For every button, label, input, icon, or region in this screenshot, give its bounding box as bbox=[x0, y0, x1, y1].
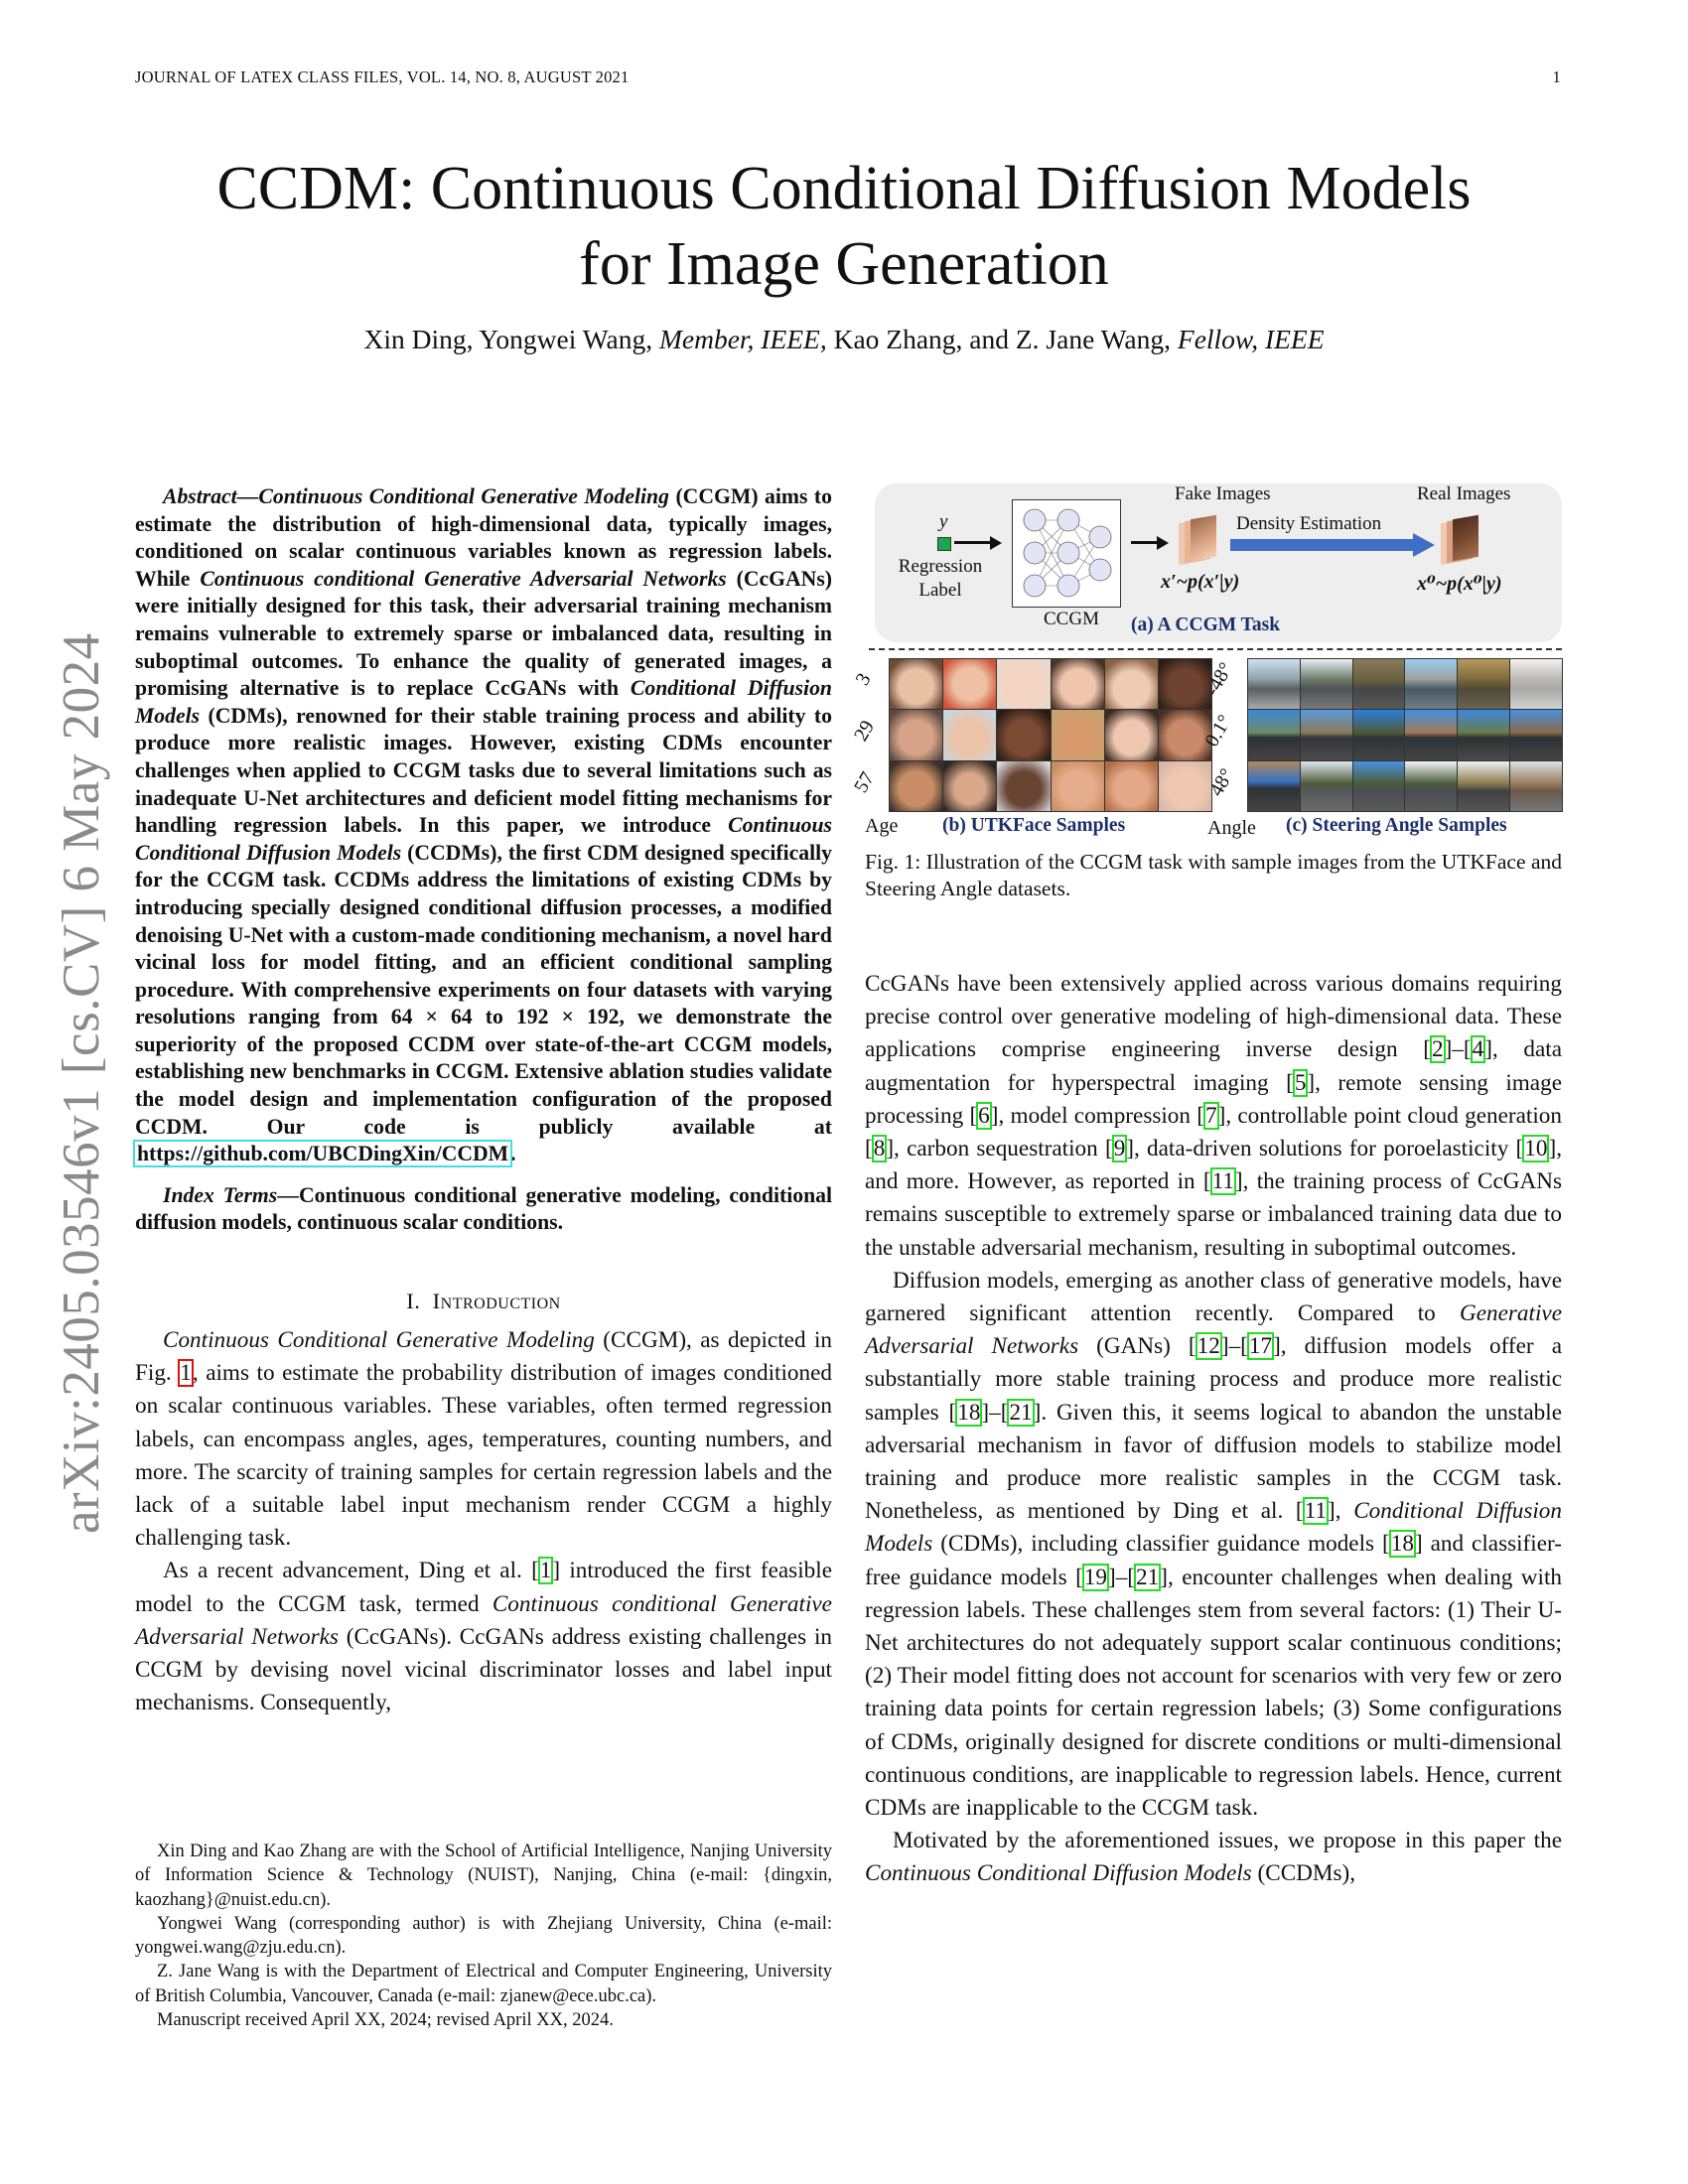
footnote-affiliation-3: Z. Jane Wang is with the Department of Electrical and Computer Engineering, University of British Columbia, Vancouver, Canada (e-mail: zjanew@ece.ubc.ca). bbox=[135, 1962, 832, 2006]
citation-link[interactable]: 11 bbox=[1304, 1498, 1327, 1525]
text: ], the training process of CcGANs remains susceptible to extremely sparse or imbalanced training data due to the unstable adversarial mechanism, resulting in suboptimal outcomes. bbox=[865, 1168, 1563, 1261]
face-thumbnail bbox=[943, 659, 996, 709]
panel-b-caption: (b) UTKFace Samples bbox=[942, 815, 1126, 836]
text: CcGANs have been extensively applied across various domains requiring precise control over generative modeling of high-dimensional data. These applications comprise engineering inverse design [ bbox=[865, 971, 1562, 1063]
text: ], encounter challenges when dealing with regression labels. These challenges stem from several factors: (1) Their U-Net architectures do not adequately support scalar continuous conditions; (2) Their model fitting does not account for scenarios with very few or zero training data points for certain regression labels; (3) Some configurations of CDMs, originally designed for discrete conditions or multi-dimensional continuous conditions, are inapplicable to regression labels. Hence, current CDMs are inapplicable to the CCGM task. bbox=[865, 1564, 1562, 1822]
face-thumbnail bbox=[1052, 761, 1104, 811]
figure-1 bbox=[850, 483, 1562, 900]
left-column bbox=[135, 483, 832, 1719]
author-list bbox=[99, 324, 1589, 355]
abstract bbox=[135, 483, 832, 1168]
fake-images-label: Fake Images bbox=[1175, 483, 1271, 504]
text: ], data augmentation for hyperspectral imaging [ bbox=[865, 1036, 1562, 1096]
network-graph-icon bbox=[1013, 500, 1120, 607]
panel-divider bbox=[869, 648, 1562, 650]
road-thumbnail bbox=[1301, 659, 1352, 709]
road-thumbnail bbox=[1301, 710, 1352, 759]
right-column bbox=[850, 483, 1563, 1887]
right-column-body bbox=[865, 968, 1562, 1891]
output-arrow-icon bbox=[1131, 541, 1159, 544]
title-line-1: CCDM: Continuous Conditional Diffusion Models bbox=[216, 155, 1472, 222]
y-symbol: y bbox=[939, 511, 948, 532]
angle-row-label: -48° bbox=[1200, 658, 1238, 700]
page-number: 1 bbox=[1552, 68, 1561, 86]
text: ], model compression [ bbox=[990, 1102, 1204, 1129]
author-2-role: Fellow, IEEE bbox=[1177, 324, 1325, 354]
citation-link[interactable]: 17 bbox=[1248, 1333, 1273, 1360]
arrowhead-icon bbox=[1413, 533, 1435, 557]
arrowhead-icon bbox=[1157, 536, 1169, 550]
label-dot-icon bbox=[937, 537, 951, 551]
road-thumbnail bbox=[1510, 659, 1562, 709]
ccgm-model-label: CCGM bbox=[1044, 609, 1099, 629]
road-thumbnail bbox=[1405, 710, 1457, 759]
emphasis: Conditional Diffusion Models bbox=[865, 1498, 1562, 1558]
input-arrow-icon bbox=[954, 541, 992, 544]
text: (CCGM), as depicted in Fig. bbox=[135, 1327, 832, 1387]
road-thumbnail bbox=[1353, 761, 1405, 811]
abstract-term: Continuous Conditional Diffusion Models bbox=[135, 813, 832, 865]
section-number: I. bbox=[406, 1289, 421, 1314]
density-estimation-label: Density Estimation bbox=[1236, 513, 1382, 534]
face-thumbnail bbox=[890, 761, 942, 811]
face-thumbnail bbox=[997, 710, 1050, 759]
citation-link[interactable]: 19 bbox=[1083, 1564, 1107, 1590]
density-arrow-icon bbox=[1230, 539, 1413, 551]
abstract-term: Continuous conditional Generative Adversarial Networks bbox=[200, 566, 727, 591]
face-thumbnail bbox=[890, 659, 942, 709]
paper-title bbox=[99, 151, 1589, 302]
text: ] and classifier-free guidance models [ bbox=[865, 1531, 1562, 1590]
section-title: Introduction bbox=[432, 1289, 561, 1314]
text: ], controllable point cloud generation [ bbox=[865, 1102, 1562, 1162]
emphasis: Continuous conditional Generative Adversarial Networks bbox=[135, 1590, 832, 1650]
text: ], remote sensing image processing [ bbox=[865, 1069, 1562, 1129]
text: (GANs) [ bbox=[1078, 1333, 1196, 1360]
text: ], carbon sequestration [ bbox=[886, 1136, 1113, 1162]
citation-link[interactable]: 9 bbox=[1113, 1136, 1126, 1162]
road-thumbnail bbox=[1458, 761, 1509, 811]
text: ]–[ bbox=[1220, 1333, 1248, 1360]
text: ], data-driven solutions for poroelasticity [ bbox=[1126, 1136, 1524, 1162]
text: Motivated by the aforementioned issues, we propose in this paper the bbox=[893, 1828, 1562, 1854]
text: Label bbox=[918, 580, 962, 601]
steering-angle-sample-grid bbox=[1247, 658, 1563, 812]
face-thumbnail bbox=[943, 710, 996, 759]
text: Regression bbox=[898, 556, 983, 577]
running-head bbox=[135, 68, 1561, 87]
abstract-text: . bbox=[510, 1142, 516, 1166]
citation-link[interactable]: 1 bbox=[539, 1558, 552, 1584]
text: , aims to estimate the probability distribution of images conditioned on scalar continuous variables. These variables, often termed regression labels, can encompass angles, ages, temperatures, counting numbers, and more. The scarcity of training samples for certain regression labels and the lack of a suitable label input mechanism render CCGM a highly challenging task. bbox=[135, 1360, 832, 1552]
text: (CcGANs). CcGANs address existing challenges in CCGM by devising novel vicinal discriminator losses and label input mechanisms. Consequently, bbox=[135, 1623, 832, 1716]
arrowhead-icon bbox=[990, 536, 1002, 550]
text: As a recent advancement, Ding et al. [ bbox=[163, 1558, 539, 1584]
fake-distribution-formula: x′~p(x′|y) bbox=[1161, 571, 1240, 593]
angle-row-label: 48° bbox=[1205, 764, 1239, 800]
fake-image-stack-icon bbox=[1179, 515, 1214, 567]
road-thumbnail bbox=[1353, 710, 1405, 759]
footnote-manuscript: Manuscript received April XX, 2024; revised April XX, 2024. bbox=[157, 2010, 614, 2031]
age-row-label: 29 bbox=[850, 717, 880, 746]
journal-name: JOURNAL OF LATEX CLASS FILES, VOL. 14, NO. 8, AUGUST 2021 bbox=[135, 68, 630, 86]
road-thumbnail bbox=[1458, 710, 1509, 759]
panel-a-caption: (a) A CCGM Task bbox=[1131, 614, 1281, 635]
text: ]–[ bbox=[1107, 1564, 1136, 1590]
abstract-term: Conditional Diffusion Models bbox=[135, 676, 832, 728]
road-thumbnail bbox=[1353, 659, 1405, 709]
citation-link[interactable]: 18 bbox=[957, 1399, 981, 1426]
road-thumbnail bbox=[1510, 761, 1562, 811]
citation-link[interactable]: 2 bbox=[1431, 1036, 1444, 1063]
emphasis: Continuous Conditional Generative Modeling bbox=[163, 1327, 595, 1354]
angle-axis-label: Angle bbox=[1207, 817, 1256, 839]
citation-link[interactable]: 21 bbox=[1009, 1399, 1033, 1426]
road-thumbnail bbox=[1510, 710, 1562, 759]
index-terms-label: Index Terms bbox=[163, 1182, 278, 1207]
real-distribution-formula: x⁰~p(x⁰|y) bbox=[1417, 573, 1502, 595]
index-terms bbox=[135, 1182, 832, 1237]
text: ]. Given this, it seems logical to abandon the unstable adversarial mechanism in favor of diffusion models to stabilize model training and produce more realistic samples in the CCGM task. Nonetheless, as mentioned by Ding et al. [ bbox=[865, 1399, 1562, 1525]
age-axis-label: Age bbox=[865, 815, 899, 837]
neural-network-icon bbox=[1012, 499, 1121, 608]
citation-link[interactable]: 6 bbox=[978, 1102, 990, 1129]
abstract-text: (CDMs), renowned for their stable training process and ability to produce more realistic images. However, existing CDMs encounter challenges when applied to CCGM tasks due to several limitations such as inadequate U-Net architectures and deficient model fitting mechanisms for handling regression labels. In this paper, we introduce bbox=[135, 703, 832, 838]
intro-paragraph-5 bbox=[865, 1825, 1562, 1890]
face-thumbnail bbox=[1052, 659, 1104, 709]
citation-link[interactable]: 5 bbox=[1294, 1069, 1307, 1096]
road-thumbnail bbox=[1405, 761, 1457, 811]
age-row-label: 57 bbox=[850, 768, 880, 797]
footnote-affiliation-2: Yongwei Wang (corresponding author) is with Zhejiang University, China (e-mail: yongwei.wang@zju.edu.cn). bbox=[135, 1913, 832, 1959]
text: ]–[ bbox=[1444, 1036, 1472, 1063]
text: Diffusion models, emerging as another class of generative models, have garnered significant attention recently. Compared to bbox=[865, 1267, 1562, 1327]
title-line-2: for Image Generation bbox=[579, 230, 1109, 298]
road-thumbnail bbox=[1301, 761, 1352, 811]
arxiv-stamp: arXiv:2405.03546v1 [cs.CV] 6 May 2024 bbox=[53, 632, 110, 1534]
citation-link[interactable]: 10 bbox=[1524, 1136, 1548, 1162]
abstract-text: (CCDMs), the first CDM designed specifically for the CCGM task. CCDMs address the limitations of existing CDMs by introducing specially designed conditional diffusion processes, a modified denoising U-Net with a custom-made conditioning mechanism, a novel hard vicinal loss for model fitting, and an efficient conditional sampling procedure. With comprehensive experiments on four datasets with varying resolutions ranging from 64 × 64 to 192 × 192, we demonstrate the superiority of the proposed CCDM over state-of-the-art CCGM models, establishing new benchmarks in CCGM. Extensive ablation studies validate the model design and implementation configuration of the proposed CCDM. Our code is publicly available at bbox=[135, 840, 832, 1139]
abstract-label: Abstract— bbox=[163, 484, 259, 508]
intro-paragraph-1 bbox=[135, 1324, 832, 1555]
text: ], diffusion models offer a substantially more stable training process and produce more realistic samples [ bbox=[865, 1333, 1562, 1426]
face-thumbnail bbox=[890, 710, 942, 759]
face-thumbnail bbox=[1105, 659, 1158, 709]
citation-link[interactable]: 7 bbox=[1205, 1102, 1217, 1129]
angle-row-label: 0.1° bbox=[1200, 711, 1236, 751]
text: ], bbox=[1327, 1498, 1354, 1525]
road-thumbnail bbox=[1248, 761, 1300, 811]
face-thumbnail bbox=[1159, 761, 1211, 811]
panel-c-caption: (c) Steering Angle Samples bbox=[1286, 815, 1507, 836]
citation-link[interactable]: 18 bbox=[1390, 1531, 1414, 1558]
text: (CDMs), including classifier guidance models [ bbox=[932, 1531, 1390, 1558]
text: ]–[ bbox=[981, 1399, 1009, 1426]
figure-caption: Fig. 1: Illustration of the CCGM task with sample images from the UTKFace and Steering Angle datasets. bbox=[865, 850, 1562, 900]
footnotes bbox=[135, 1840, 832, 2032]
face-thumbnail bbox=[1105, 761, 1158, 811]
code-link[interactable]: https://github.com/UBCDingXin/CCDM bbox=[137, 1142, 509, 1166]
emphasis: Generative Adversarial Networks bbox=[865, 1300, 1562, 1360]
author-2: Kao Zhang, and Z. Jane Wang, bbox=[833, 324, 1172, 354]
citation-link[interactable]: 12 bbox=[1196, 1333, 1220, 1360]
citation-link[interactable]: 21 bbox=[1136, 1564, 1160, 1590]
face-thumbnail bbox=[997, 659, 1050, 709]
figure-ref-link[interactable]: 1 bbox=[180, 1360, 192, 1387]
citation-link[interactable]: 11 bbox=[1211, 1168, 1234, 1195]
intro-paragraph-3 bbox=[865, 968, 1562, 1265]
citation-link[interactable]: 8 bbox=[873, 1136, 886, 1162]
road-thumbnail bbox=[1248, 659, 1300, 709]
road-thumbnail bbox=[1458, 659, 1509, 709]
road-thumbnail bbox=[1248, 710, 1300, 759]
abstract-term: Continuous Conditional Generative Modeling bbox=[258, 484, 669, 508]
utkface-sample-grid bbox=[889, 658, 1212, 812]
face-thumbnail bbox=[997, 761, 1050, 811]
index-terms-text: —Continuous conditional generative modeling, conditional diffusion models, continuous scalar conditions. bbox=[135, 1182, 832, 1235]
regression-label-caption bbox=[891, 555, 990, 603]
text: (CCDMs), bbox=[1251, 1860, 1356, 1887]
intro-paragraph-2 bbox=[135, 1555, 832, 1719]
emphasis: Continuous Conditional Diffusion Models bbox=[865, 1860, 1252, 1887]
author-1-role: Member, IEEE, bbox=[658, 324, 827, 354]
footnote-affiliation-1: Xin Ding and Kao Zhang are with the School of Artificial Intelligence, Nanjing University of Information Science & Technology (NUIST), Nanjing, China (e-mail: {dingxin, kaozhang}@nuist.edu.cn). bbox=[135, 1842, 832, 1910]
abstract-text: (CcGANs) were initially designed for this task, their adversarial training mechanism remains vulnerable to extremely sparse or imbalanced data, resulting in suboptimal outcomes. To enhance the quality of generated images, a promising alternative is to replace CcGANs with bbox=[135, 566, 832, 701]
face-thumbnail bbox=[1052, 710, 1104, 759]
intro-paragraph-4 bbox=[865, 1265, 1562, 1825]
text: ] introduced the first feasible model to the CCGM task, termed bbox=[135, 1558, 832, 1617]
age-row-label: 3 bbox=[851, 669, 876, 690]
text: ], and more. However, as reported in [ bbox=[865, 1136, 1562, 1195]
face-thumbnail bbox=[1105, 710, 1158, 759]
real-image-stack-icon bbox=[1441, 515, 1477, 567]
road-thumbnail bbox=[1405, 659, 1457, 709]
real-images-label: Real Images bbox=[1417, 483, 1511, 504]
author-1: Xin Ding, Yongwei Wang, bbox=[363, 324, 653, 354]
citation-link[interactable]: 4 bbox=[1472, 1036, 1484, 1063]
face-thumbnail bbox=[943, 761, 996, 811]
section-heading-introduction bbox=[135, 1289, 832, 1314]
abstract-text: (CCGM) aims to estimate the distribution of high-dimensional data, typically images, conditioned on scalar continuous variables known as regression labels. While bbox=[135, 484, 832, 591]
